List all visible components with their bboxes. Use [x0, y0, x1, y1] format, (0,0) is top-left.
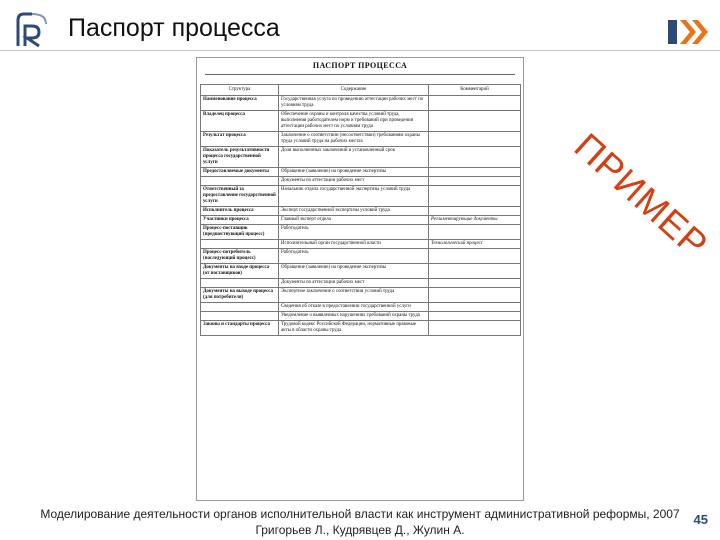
row-label-cell: Показатель результативности процесса государственной услуги	[201, 147, 279, 168]
example-stamp: ПРИМЕР	[566, 125, 716, 266]
footer-authors: Григорьев Л., Кудрявцев Д., Жулин А.	[255, 523, 465, 537]
column-header: Содержание	[279, 85, 429, 96]
table-row	[201, 186, 521, 207]
row-comment-cell	[429, 96, 521, 111]
document-title-underline	[205, 74, 515, 75]
row-comment-cell: Технологический процесс	[429, 240, 521, 249]
row-label-cell	[201, 312, 279, 321]
table-row	[201, 225, 521, 240]
table-row	[201, 264, 521, 279]
passport-table	[200, 84, 521, 336]
row-content-cell: Уведомление о выявленных нарушениях требований охраны труда	[279, 312, 429, 321]
row-label-cell: Результат процесса	[201, 132, 279, 147]
row-label-cell	[201, 240, 279, 249]
row-content-cell: Работодатель	[279, 225, 429, 240]
table-row	[201, 132, 521, 147]
row-label-cell: Исполнитель процесса	[201, 207, 279, 216]
row-content-cell: Экспертное заключение о соответствии условий труда	[279, 288, 429, 303]
document-title: ПАСПОРТ ПРОЦЕССА	[312, 61, 408, 70]
row-comment-cell	[429, 111, 521, 132]
process-passport-document	[196, 57, 524, 501]
table-row	[201, 279, 521, 288]
row-comment-cell	[429, 279, 521, 288]
row-content-cell: Начальник отдела государственной экспертизы условий труда	[279, 186, 429, 207]
table-row	[201, 207, 521, 216]
table-row	[201, 249, 521, 264]
page-title: Паспорт процесса	[68, 14, 280, 42]
table-row	[201, 111, 521, 132]
row-comment-cell	[429, 207, 521, 216]
row-comment-cell	[429, 303, 521, 312]
hse-logo	[12, 10, 50, 50]
row-content-cell: Исполнительный орган государственной власти	[279, 240, 429, 249]
row-content-cell: Заключение о соответствии (несоответствии) требованиям охраны труда условий труда на рабочих местах	[279, 132, 429, 147]
row-content-cell: Трудовой кодекс Российской Федерации, нормативные правовые акты в области охраны труда	[279, 321, 429, 336]
footer	[0, 506, 720, 538]
row-label-cell: Владелец процесса	[201, 111, 279, 132]
table-row	[201, 147, 521, 168]
table-row	[201, 96, 521, 111]
table-row	[201, 168, 521, 177]
title-divider	[0, 50, 720, 51]
row-label-cell	[201, 279, 279, 288]
row-comment-cell	[429, 147, 521, 168]
row-content-cell: Эксперт государственной экспертизы условий труда	[279, 207, 429, 216]
column-header: Структура	[201, 85, 279, 96]
table-row	[201, 321, 521, 336]
row-content-cell: Доля выполненных заключений в установленный срок	[279, 147, 429, 168]
row-content-cell: Документы по аттестации рабочих мест	[279, 279, 429, 288]
row-comment-cell	[429, 288, 521, 303]
row-content-cell: Обращение (заявление) на проведение экспертизы	[279, 168, 429, 177]
row-comment-cell	[429, 186, 521, 207]
row-comment-cell	[429, 132, 521, 147]
row-comment-cell: Регламентирующие документы	[429, 216, 521, 225]
column-header: Комментарий	[429, 85, 521, 96]
table-row	[201, 312, 521, 321]
page-number: 45	[693, 512, 708, 527]
row-label-cell: Процесс-потребитель (последующий процесс)	[201, 249, 279, 264]
row-content-cell: Работодатель	[279, 249, 429, 264]
row-content-cell: Сведения об отказе в предоставлении государственной услуги	[279, 303, 429, 312]
row-comment-cell	[429, 225, 521, 240]
row-label-cell: Предоставляемые документы	[201, 168, 279, 177]
row-comment-cell	[429, 264, 521, 279]
row-label-cell	[201, 303, 279, 312]
row-content-cell: Обеспечение охраны и контроля качества условий труда, выполнения работодателем норм и требований при проведении аттестации рабочих мест по условиям труда	[279, 111, 429, 132]
row-label-cell	[201, 177, 279, 186]
row-comment-cell	[429, 312, 521, 321]
row-label-cell: Наименование процесса	[201, 96, 279, 111]
row-label-cell: Документы на выходе процесса (для потребителя)	[201, 288, 279, 303]
row-comment-cell	[429, 177, 521, 186]
row-comment-cell	[429, 249, 521, 264]
row-label-cell: Ответственный за предоставление государственной услуги	[201, 186, 279, 207]
table-row	[201, 240, 521, 249]
table-row	[201, 303, 521, 312]
row-label-cell: Законы и стандарты процесса	[201, 321, 279, 336]
row-content-cell: Документы по аттестации рабочих мест	[279, 177, 429, 186]
row-content-cell: Государственная услуга по проведению аттестации рабочих мест по условиям труда	[279, 96, 429, 111]
table-row	[201, 216, 521, 225]
table-header-row	[201, 85, 521, 96]
row-label-cell: Документы на входе процесса (от поставщиков)	[201, 264, 279, 279]
double-chevron-right-icon[interactable]	[668, 16, 710, 48]
row-label-cell: Участники процесса	[201, 216, 279, 225]
table-body	[201, 96, 521, 336]
table-row	[201, 177, 521, 186]
row-comment-cell	[429, 321, 521, 336]
row-label-cell: Процесс-поставщик (предшествующий процесс)	[201, 225, 279, 240]
row-content-cell: Главный эксперт отдела	[279, 216, 429, 225]
row-content-cell: Обращение (заявление) на проведение экспертизы	[279, 264, 429, 279]
row-comment-cell	[429, 168, 521, 177]
footer-citation: Моделирование деятельности органов исполнительной власти как инструмент административной реформы, 2007	[40, 507, 680, 521]
table-row	[201, 288, 521, 303]
